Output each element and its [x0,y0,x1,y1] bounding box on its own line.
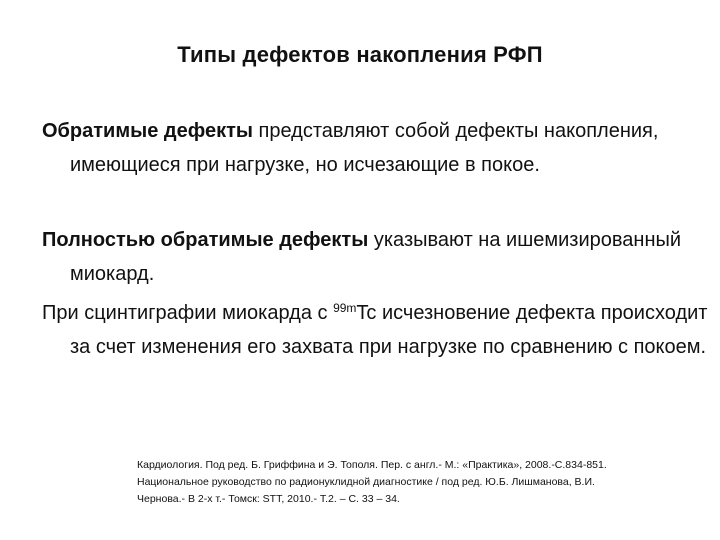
paragraph-reversible-defects [42,114,710,182]
paragraph-scintigraphy [42,296,710,364]
term-reversible-defects: Обратимые дефекты [42,120,253,142]
paragraph-text: указывают на ишемизированный миокард. [70,229,682,285]
reference-line: Чернова.- В 2-х т.- Томск: STT, 2010.- Т.2. – С. 33 – 34. [137,493,400,505]
isotope-superscript: 99m [333,301,357,315]
paragraph-text: представляют собой дефекты накопления, имеющиеся при нагрузке, но исчезающие в покое. [70,120,659,176]
paragraph-text: При сцинтиграфии миокарда с [42,302,334,324]
paragraph-fully-reversible-defects [42,223,710,291]
references [137,457,697,508]
reference-line: Национальное руководство по радионуклидной диагностике / под ред. Ю.Б. Лишманова, В.И. [137,476,595,488]
paragraph-text: Tc исчезновение дефекта происходит за счет изменения его захвата при нагрузке по сравнению с покоем. [70,302,708,358]
reference-line: Кардиология. Под ред. Б. Гриффина и Э. Тополя. Пер. с англ.- М.: «Практика», 2008.-С.834-851. [137,459,607,471]
slide-title: Типы дефектов накопления РФП [177,42,543,67]
term-fully-reversible-defects: Полностью обратимые дефекты [42,229,369,251]
